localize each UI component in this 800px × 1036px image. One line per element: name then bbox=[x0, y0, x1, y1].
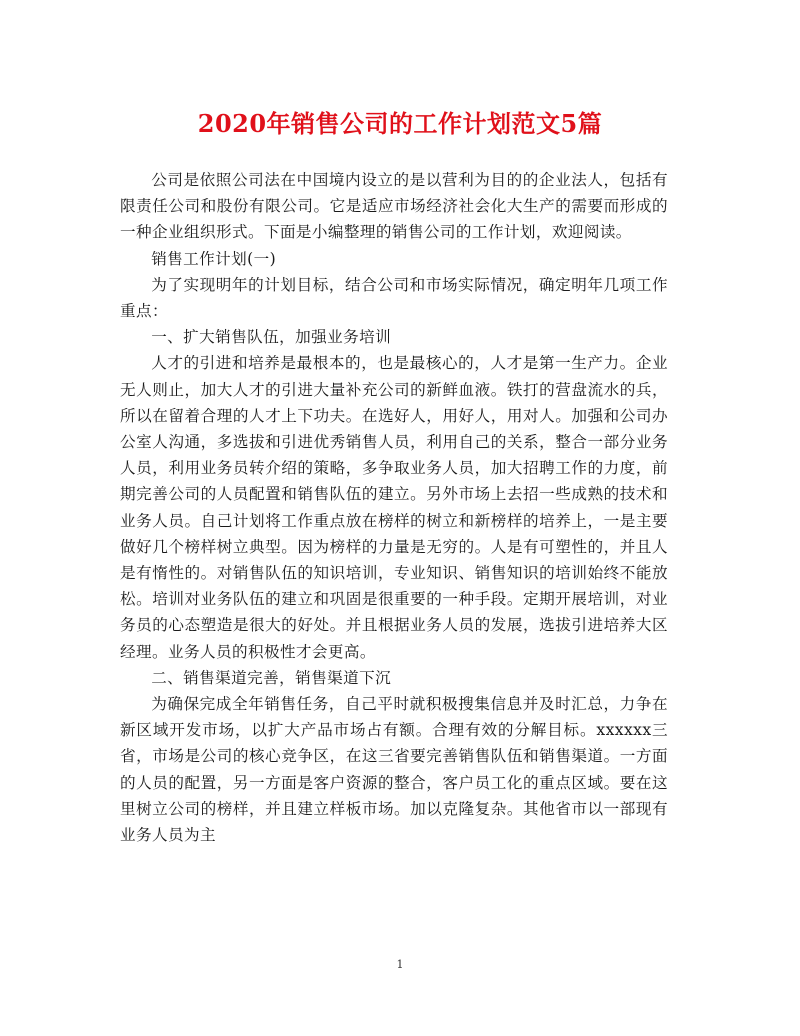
channels-paragraph: 为确保完成全年销售任务，自己平时就积极搜集信息并及时汇总，力争在新区域开发市场，以扩大产品市场占有额。合理有效的分解目标。xxxxxx三省，市场是公司的核心竞争区，在这三省要完善销售队伍和销售渠道。一方面的人员的配置，另一方面是客户资源的整合，客户员工化的重点区域。要在这里树立公司的榜样，并且建立样板市场。加以克隆复杂。其他省市以一部现有业务人员为主 bbox=[120, 695, 668, 845]
talent-paragraph: 人才的引进和培养是最根本的，也是最核心的，人才是第一生产力。企业无人则止，加大人才的引进大量补充公司的新鲜血液。铁打的营盘流水的兵，所以在留着合理的人才上下功夫。在选好人，用好人，用对人。加强和公司办公室人沟通，多选拔和引进优秀销售人员，利用自己的关系，整合一部分业务人员，利用业务员转介绍的策略，多争取业务人员，加大招聘工作的力度，前期完善公司的人员配置和销售队伍的建立。另外市场上去招一些成熟的技术和业务人员。自己计划将工作重点放在榜样的树立和新榜样的培养上，一是主要做好几个榜样树立典型。因为榜样的力量是无穷的。人是有可塑性的，并且人是有惰性的。对销售队伍的知识培训，专业知识、销售知识的培训始终不能放松。培训对业务队伍的建立和巩固是很重要的一种手段。定期开展培训，对业务员的心态塑造是很大的好处。并且根据业务人员的发展，选拔引进培养大区经理。业务人员的积极性才会更高。 bbox=[120, 354, 668, 661]
page-title: 2020年销售公司的工作计划范文5篇 bbox=[197, 109, 603, 138]
heading-sales-channels: 二、销售渠道完善，销售渠道下沉 bbox=[151, 668, 392, 687]
document-body bbox=[120, 167, 668, 848]
goals-paragraph: 为了实现明年的计划目标，结合公司和市场实际情况，确定明年几项工作重点： bbox=[120, 275, 668, 321]
heading-expand-team: 一、扩大销售队伍，加强业务培训 bbox=[151, 328, 392, 347]
section-heading-plan-one: 销售工作计划(一) bbox=[151, 249, 277, 268]
page-number: 1 bbox=[396, 958, 404, 971]
intro-paragraph: 公司是依照公司法在中国境内设立的是以营利为目的的企业法人，包括有限责任公司和股份有限公司。它是适应市场经济社会化大生产的需要而形成的一种企业组织形式。下面是小编整理的销售公司的工作计划，欢迎阅读。 bbox=[120, 171, 668, 242]
